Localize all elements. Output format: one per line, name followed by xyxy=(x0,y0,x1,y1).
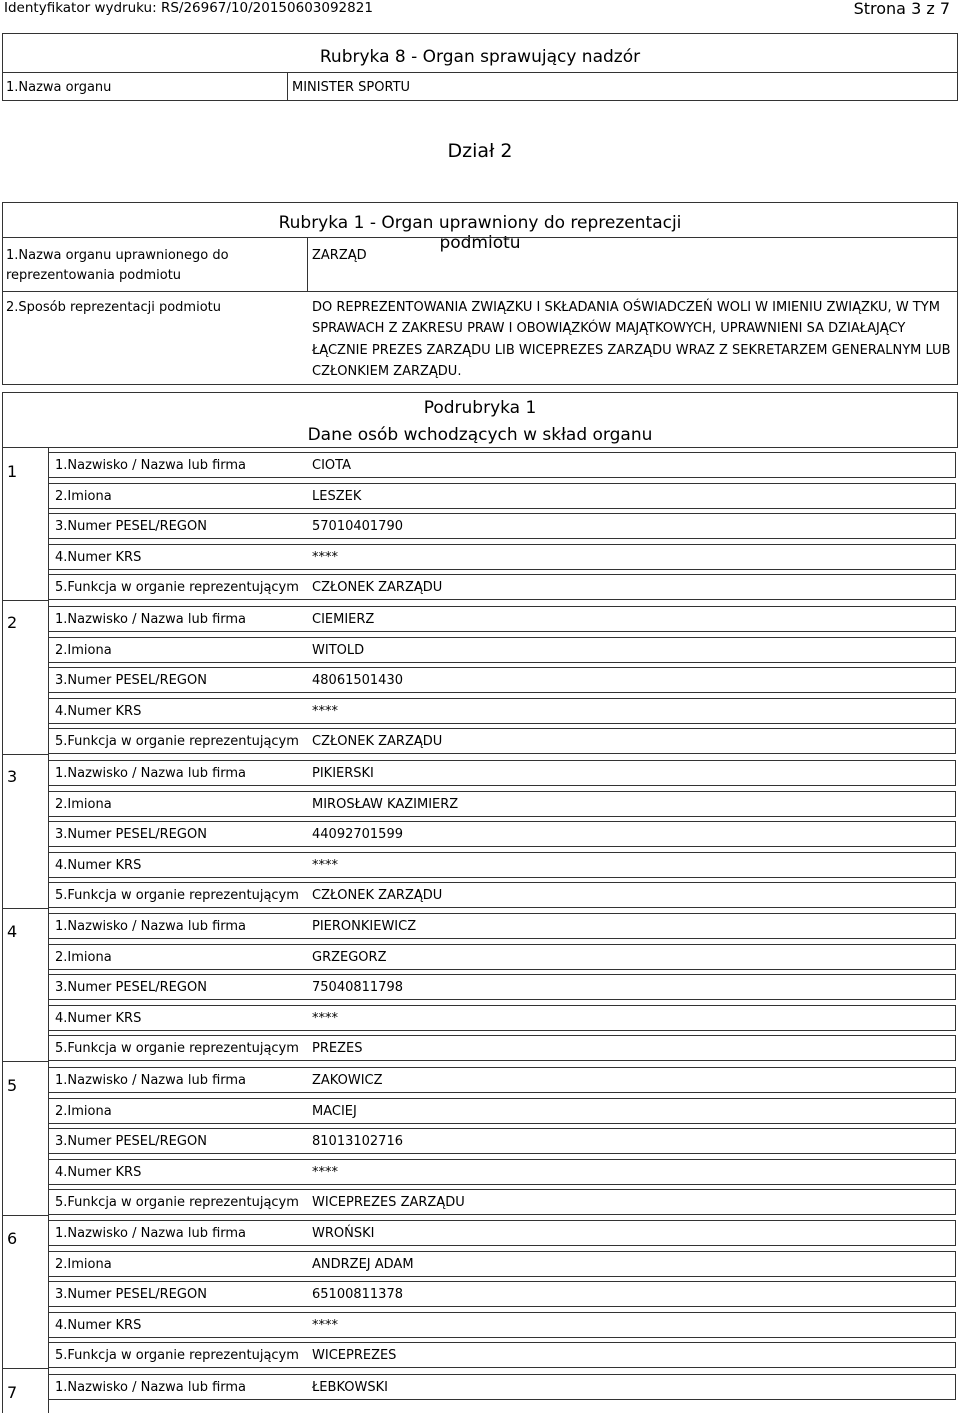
rubryka1-title: Rubryka 1 - Organ uprawniony do reprezentacji podmiotu xyxy=(278,213,682,253)
names-value: MIROSŁAW KAZIMIERZ xyxy=(312,797,459,812)
organ-auth-label-2: reprezentowania podmiotu xyxy=(6,268,182,283)
print-id: Identyfikator wydruku: RS/26967/10/20150603092821 xyxy=(4,0,373,16)
divider xyxy=(2,1061,48,1062)
krs-label: 4.Numer KRS xyxy=(55,550,142,565)
table-row xyxy=(48,606,956,632)
table-row xyxy=(48,728,956,754)
divider xyxy=(2,72,958,73)
table-row xyxy=(48,1098,956,1124)
divider xyxy=(287,72,288,101)
table-row xyxy=(48,1128,956,1154)
organ-name-value: MINISTER SPORTU xyxy=(292,80,411,95)
pesel-label: 3.Numer PESEL/REGON xyxy=(55,1287,207,1302)
surname-value: CIOTA xyxy=(312,458,351,473)
person-number: 3 xyxy=(7,767,18,786)
function-value: CZŁONEK ZARZĄDU xyxy=(312,734,443,749)
names-value: GRZEGORZ xyxy=(312,950,387,965)
names-label: 2.Imiona xyxy=(55,489,112,504)
krs-value: **** xyxy=(312,858,338,873)
table-row xyxy=(48,944,956,970)
surname-label: 1.Nazwisko / Nazwa lub firma xyxy=(55,458,247,473)
function-label: 5.Funkcja w organie reprezentującym xyxy=(55,888,299,903)
names-value: MACIEJ xyxy=(312,1104,357,1119)
page-number: Strona 3 z 7 xyxy=(853,0,950,18)
krs-value: **** xyxy=(312,1318,338,1333)
table-row xyxy=(48,483,956,509)
names-value: ANDRZEJ ADAM xyxy=(312,1257,414,1272)
pesel-label: 3.Numer PESEL/REGON xyxy=(55,827,207,842)
krs-label: 4.Numer KRS xyxy=(55,1165,142,1180)
table-row xyxy=(48,698,956,724)
table-row xyxy=(48,1067,956,1093)
table-row xyxy=(48,882,956,908)
table-row xyxy=(48,452,956,478)
table-row xyxy=(48,821,956,847)
table-row xyxy=(48,667,956,693)
pesel-value: 44092701599 xyxy=(312,827,403,842)
divider xyxy=(307,237,308,291)
table-row xyxy=(48,1035,956,1061)
person-number: 5 xyxy=(7,1076,18,1095)
person-number: 1 xyxy=(7,462,18,481)
table-row xyxy=(48,1159,956,1185)
krs-label: 4.Numer KRS xyxy=(55,1011,142,1026)
function-label: 5.Funkcja w organie reprezentującym xyxy=(55,1195,299,1210)
krs-label: 4.Numer KRS xyxy=(55,704,142,719)
print-header xyxy=(0,0,960,18)
table-row xyxy=(48,513,956,539)
podrubryka-subtitle: Dane osób wchodzących w skład organu xyxy=(307,425,653,445)
divider xyxy=(2,908,48,909)
function-value: WICEPREZES xyxy=(312,1348,397,1363)
divider xyxy=(2,1368,48,1369)
pesel-value: 65100811378 xyxy=(312,1287,403,1302)
table-row xyxy=(48,791,956,817)
table-row xyxy=(48,974,956,1000)
rubryka8-box xyxy=(2,33,958,101)
function-value: PREZES xyxy=(312,1041,363,1056)
surname-label: 1.Nazwisko / Nazwa lub firma xyxy=(55,1073,247,1088)
function-value: WICEPREZES ZARZĄDU xyxy=(312,1195,465,1210)
krs-label: 4.Numer KRS xyxy=(55,1318,142,1333)
surname-value: PIKIERSKI xyxy=(312,766,374,781)
section-title: Dział 2 xyxy=(447,140,513,162)
pesel-value: 57010401790 xyxy=(312,519,403,534)
person-number: 7 xyxy=(7,1383,18,1402)
divider xyxy=(2,448,3,1413)
person-number: 4 xyxy=(7,922,18,941)
table-row xyxy=(48,1374,956,1400)
surname-value: WROŃSKI xyxy=(312,1226,375,1241)
pesel-value: 81013102716 xyxy=(312,1134,403,1149)
krs-value: **** xyxy=(312,1165,338,1180)
surname-label: 1.Nazwisko / Nazwa lub firma xyxy=(55,612,247,627)
names-label: 2.Imiona xyxy=(55,643,112,658)
surname-value: ZAKOWICZ xyxy=(312,1073,383,1088)
names-label: 2.Imiona xyxy=(55,797,112,812)
representation-method-label: 2.Sposób reprezentacji podmiotu xyxy=(6,300,221,315)
divider xyxy=(2,600,48,601)
pesel-label: 3.Numer PESEL/REGON xyxy=(55,673,207,688)
divider xyxy=(2,1215,48,1216)
rubryka8-title: Rubryka 8 - Organ sprawujący nadzór xyxy=(319,47,641,67)
names-value: WITOLD xyxy=(312,643,365,658)
pesel-label: 3.Numer PESEL/REGON xyxy=(55,1134,207,1149)
surname-label: 1.Nazwisko / Nazwa lub firma xyxy=(55,919,247,934)
surname-value: ŁEBKOWSKI xyxy=(312,1380,388,1395)
names-value: LESZEK xyxy=(312,489,362,504)
surname-value: PIERONKIEWICZ xyxy=(312,919,417,934)
surname-label: 1.Nazwisko / Nazwa lub firma xyxy=(55,1380,247,1395)
organ-auth-value: ZARZĄD xyxy=(312,248,367,263)
function-value: CZŁONEK ZARZĄDU xyxy=(312,580,443,595)
names-label: 2.Imiona xyxy=(55,1104,112,1119)
names-label: 2.Imiona xyxy=(55,1257,112,1272)
pesel-value: 48061501430 xyxy=(312,673,403,688)
pesel-label: 3.Numer PESEL/REGON xyxy=(55,519,207,534)
representation-line-4: CZŁONKIEM ZARZĄDU. xyxy=(312,364,462,379)
table-row xyxy=(48,1189,956,1215)
pesel-label: 3.Numer PESEL/REGON xyxy=(55,980,207,995)
krs-label: 4.Numer KRS xyxy=(55,858,142,873)
table-row xyxy=(48,544,956,570)
table-row xyxy=(48,1220,956,1246)
table-row xyxy=(48,1312,956,1338)
person-number: 2 xyxy=(7,613,18,632)
function-label: 5.Funkcja w organie reprezentującym xyxy=(55,1041,299,1056)
krs-value: **** xyxy=(312,704,338,719)
table-row xyxy=(48,913,956,939)
surname-label: 1.Nazwisko / Nazwa lub firma xyxy=(55,1226,247,1241)
representation-line-1: DO REPREZENTOWANIA ZWIĄZKU I SKŁADANIA OŚWIADCZEŃ WOLI W IMIENIU ZWIĄZKU, W TYM xyxy=(312,300,940,315)
surname-value: CIEMIERZ xyxy=(312,612,375,627)
table-row xyxy=(48,852,956,878)
table-row xyxy=(48,574,956,600)
function-label: 5.Funkcja w organie reprezentującym xyxy=(55,580,299,595)
table-row xyxy=(48,637,956,663)
pesel-value: 75040811798 xyxy=(312,980,403,995)
organ-auth-label-1: 1.Nazwa organu uprawnionego do xyxy=(6,248,229,263)
table-row xyxy=(48,1251,956,1277)
function-label: 5.Funkcja w organie reprezentującym xyxy=(55,734,299,749)
function-value: CZŁONEK ZARZĄDU xyxy=(312,888,443,903)
krs-value: **** xyxy=(312,1011,338,1026)
table-row xyxy=(48,760,956,786)
organ-name-label: 1.Nazwa organu xyxy=(6,80,112,95)
representation-line-2: SPRAWACH Z ZAKRESU PRAW I OBOWIĄZKÓW MAJĄTKOWYCH, UPRAWNIENI SA DZIAŁAJĄCY xyxy=(312,321,906,336)
function-label: 5.Funkcja w organie reprezentującym xyxy=(55,1348,299,1363)
table-row xyxy=(48,1281,956,1307)
surname-label: 1.Nazwisko / Nazwa lub firma xyxy=(55,766,247,781)
names-label: 2.Imiona xyxy=(55,950,112,965)
divider xyxy=(2,754,48,755)
podrubryka-title: Podrubryka 1 xyxy=(423,398,537,418)
table-row xyxy=(48,1342,956,1368)
krs-value: **** xyxy=(312,550,338,565)
divider xyxy=(2,291,958,292)
person-number: 6 xyxy=(7,1229,18,1248)
table-row xyxy=(48,1005,956,1031)
divider xyxy=(2,237,958,238)
representation-line-3: ŁĄCZNIE PREZES ZARZĄDU LIB WICEPREZES ZARZĄDU WRAZ Z SEKRETARZEM GENERALNYM LUB xyxy=(312,343,951,358)
